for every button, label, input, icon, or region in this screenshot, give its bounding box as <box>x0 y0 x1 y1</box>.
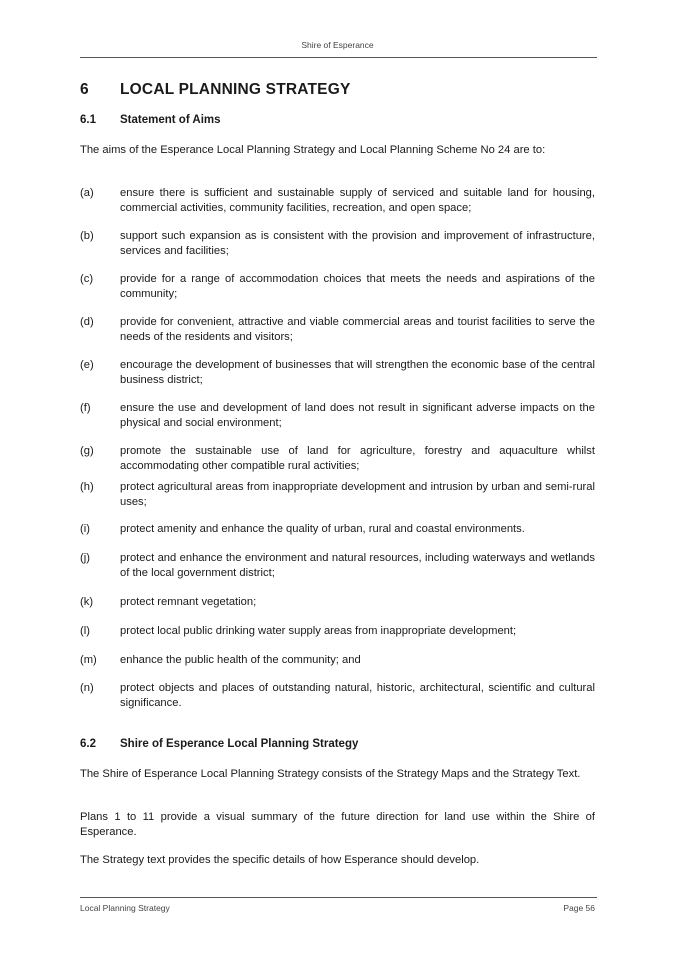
aim-text: protect objects and places of outstanding natural, historic, architectural, scientific and cultural significance. <box>120 682 595 709</box>
aim-label: (b) <box>80 230 94 242</box>
strategy-number: 6.2 <box>80 738 96 750</box>
strategy-paragraph-2: Plans 1 to 11 provide a visual summary of the future direction for land use within the Shire of Esperance. <box>80 811 595 838</box>
aim-text: protect agricultural areas from inappropriate development and intrusion by urban and semi-rural uses; <box>120 481 595 508</box>
aims-intro: The aims of the Esperance Local Planning Strategy and Local Planning Scheme No 24 are to: <box>80 144 546 156</box>
aim-text: provide for convenient, attractive and viable commercial areas and tourist facilities to serve the needs of the residents and visitors; <box>120 316 595 343</box>
aim-text: ensure there is sufficient and sustainable supply of serviced and suitable land for housing, commercial activities, community facilities, recreation, and open space; <box>120 187 595 214</box>
aim-text: protect amenity and enhance the quality of urban, rural and coastal environments. <box>120 523 525 535</box>
footer-rule <box>80 897 597 898</box>
aim-label: (a) <box>80 187 94 199</box>
aim-text: promote the sustainable use of land for agriculture, forestry and aquaculture whilst accommodating other compatible rural activities; <box>120 445 595 472</box>
aims-title: Statement of Aims <box>120 114 221 126</box>
aim-text: protect remnant vegetation; <box>120 596 257 608</box>
strategy-title: Shire of Esperance Local Planning Strategy <box>120 738 359 750</box>
page-header: Shire of Esperance <box>301 40 374 50</box>
aim-text: encourage the development of businesses that will strengthen the economic base of the central business district; <box>120 359 595 386</box>
aim-label: (c) <box>80 273 94 285</box>
aim-label: (n) <box>80 682 94 694</box>
aim-label: (d) <box>80 316 94 328</box>
aim-text: ensure the use and development of land does not result in significant adverse impacts on the physical and social environment; <box>120 402 595 429</box>
aim-label: (l) <box>80 625 90 637</box>
aim-label: (i) <box>80 523 90 535</box>
strategy-paragraph-3: The Strategy text provides the specific details of how Esperance should develop. <box>80 854 480 866</box>
aim-text: provide for a range of accommodation choices that meets the needs and aspirations of the community; <box>120 273 595 300</box>
footer-document-title: Local Planning Strategy <box>80 903 170 913</box>
aim-label: (f) <box>80 402 91 414</box>
footer-page-number: Page 56 <box>563 903 595 913</box>
strategy-paragraph-1: The Shire of Esperance Local Planning Strategy consists of the Strategy Maps and the Strategy Text. <box>80 768 581 780</box>
section-title: LOCAL PLANNING STRATEGY <box>120 81 351 98</box>
aim-label: (h) <box>80 481 94 493</box>
aim-text: enhance the public health of the community; and <box>120 654 361 666</box>
section-number: 6 <box>80 81 89 98</box>
aim-label: (k) <box>80 596 94 608</box>
aim-label: (m) <box>80 654 97 666</box>
aim-label: (g) <box>80 445 94 457</box>
header-rule <box>80 57 597 58</box>
aim-text: support such expansion as is consistent with the provision and improvement of infrastructure, services and facilities; <box>120 230 595 257</box>
aim-label: (j) <box>80 552 90 564</box>
aims-number: 6.1 <box>80 114 96 126</box>
aim-text: protect and enhance the environment and natural resources, including waterways and wetlands of the local government district; <box>120 552 595 579</box>
aim-text: protect local public drinking water supply areas from inappropriate development; <box>120 625 517 637</box>
aim-label: (e) <box>80 359 94 371</box>
